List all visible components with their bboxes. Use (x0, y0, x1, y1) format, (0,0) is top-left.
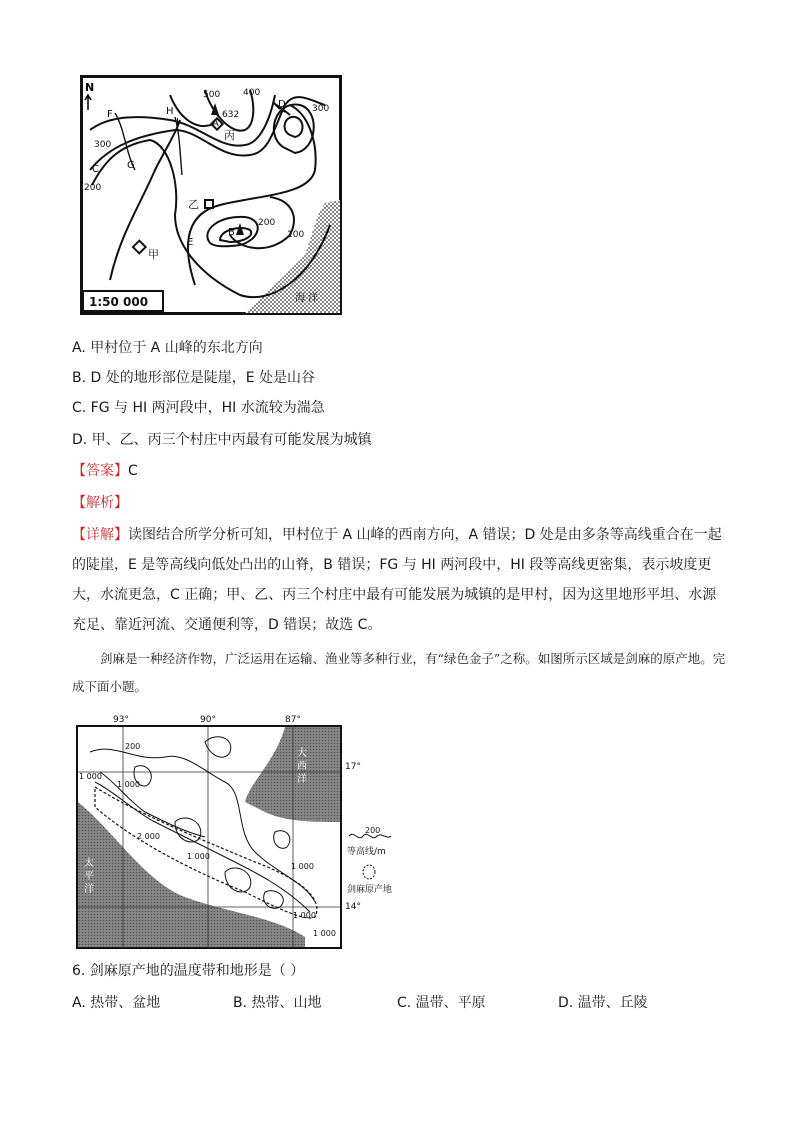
q5-option-d: D. 甲、乙、丙三个村庄中丙最有可能发展为城镇 (72, 432, 372, 448)
longitude-label: 90° (200, 715, 216, 725)
point-label: D (278, 99, 286, 110)
contour-label: 400 (243, 88, 261, 98)
point-label: H (166, 106, 174, 117)
contour-label: 1 000 (293, 911, 316, 920)
contour-label: 200 (258, 218, 276, 228)
detail-paragraph (72, 520, 728, 640)
contour-label: 2 000 (137, 832, 160, 841)
village-label: 甲 (148, 248, 159, 261)
q6-option-c: C. 温带、平原 (397, 995, 486, 1011)
atlantic-label: 大 西 洋 (294, 747, 306, 784)
answer-line (72, 461, 138, 481)
latitude-label: 14° (345, 902, 361, 912)
point-label: C (92, 164, 99, 175)
q5-option-a: A. 甲村位于 A 山峰的东北方向 (72, 340, 263, 356)
legend (347, 826, 392, 895)
point-label: F (107, 109, 113, 120)
contour-label: 1 000 (79, 772, 102, 781)
point-label: A (212, 118, 219, 129)
q6-option-d: D. 温带、丘陵 (558, 995, 648, 1011)
village-label: 乙 (188, 198, 199, 211)
contour-label: 300 (312, 104, 330, 114)
intro-paragraph: 剑麻是一种经济作物，广泛运用在运输、渔业等多种行业，有“绿色金子”之称。如图所示区域是剑麻的原产地。完成下面小题。 (72, 651, 726, 694)
village-label: 丙 (224, 129, 235, 142)
contour-label: 300 (94, 140, 112, 150)
answer-label: 【答案】 (72, 463, 128, 479)
contour-label: 1 000 (117, 780, 140, 789)
legend-contour-value: 200 (365, 826, 381, 835)
analysis-label: 【解析】 (72, 495, 128, 511)
q6-option-a: A. 热带、盆地 (72, 995, 161, 1011)
svg-text:N: N (85, 81, 95, 94)
q5-option-c: C. FG 与 HI 两河段中，HI 水流较为湍急 (72, 400, 325, 416)
answer-value: C (128, 463, 138, 479)
detail-label: 【详解】 (72, 527, 128, 543)
contour-label: 200 (84, 183, 102, 193)
contour-label: 1 000 (291, 862, 314, 871)
q5-option-b: B. D 处的地形部位是陡崖，E 处是山谷 (72, 370, 316, 386)
sea-label: 海 洋 (295, 293, 319, 304)
point-label: B (228, 227, 235, 238)
point-label: G (127, 160, 135, 171)
pacific-label: 太 平 洋 (81, 857, 93, 894)
scale-label: 1:50 000 (89, 295, 149, 309)
point-label: I (176, 117, 179, 128)
legend-origin-label: 剑麻原产地 (347, 885, 393, 895)
q6-option-b: B. 热带、山地 (233, 995, 322, 1011)
contour-label: 1 000 (313, 929, 336, 938)
detail-text: 读图结合所学分析可知，甲村位于 A 山峰的西南方向，A 错误；D 处是由多条等高线重合在一起的陡崖，E 是等高线向低处凸出的山脊，B 错误；FG 与 HI 两河段中，HI 段等高线更密集，表示坡度更大，水流更急，C 正确；甲、乙、丙三个村庄中最有可能发展为城镇的是甲村，因为这里地形平坦、水源充足、靠近河流、交通便利等，D 错误；故选 C。 (72, 527, 722, 633)
legend-contour-label: 等高线/m (347, 847, 386, 857)
point-label: E (187, 237, 194, 248)
latitude-label: 17° (345, 762, 361, 772)
sisal-origin-map (75, 712, 405, 952)
contour-label: 632 (222, 110, 240, 120)
contour-map (80, 75, 342, 315)
q6-stem: 6. 剑麻原产地的温度带和地形是（ ） (72, 963, 305, 979)
contour-label: 100 (287, 230, 305, 240)
longitude-label: 93° (113, 715, 129, 725)
contour-label: 500 (203, 90, 221, 100)
contour-label: 1 000 (187, 852, 210, 861)
longitude-label: 87° (285, 715, 301, 725)
contour-label: 200 (125, 742, 141, 751)
